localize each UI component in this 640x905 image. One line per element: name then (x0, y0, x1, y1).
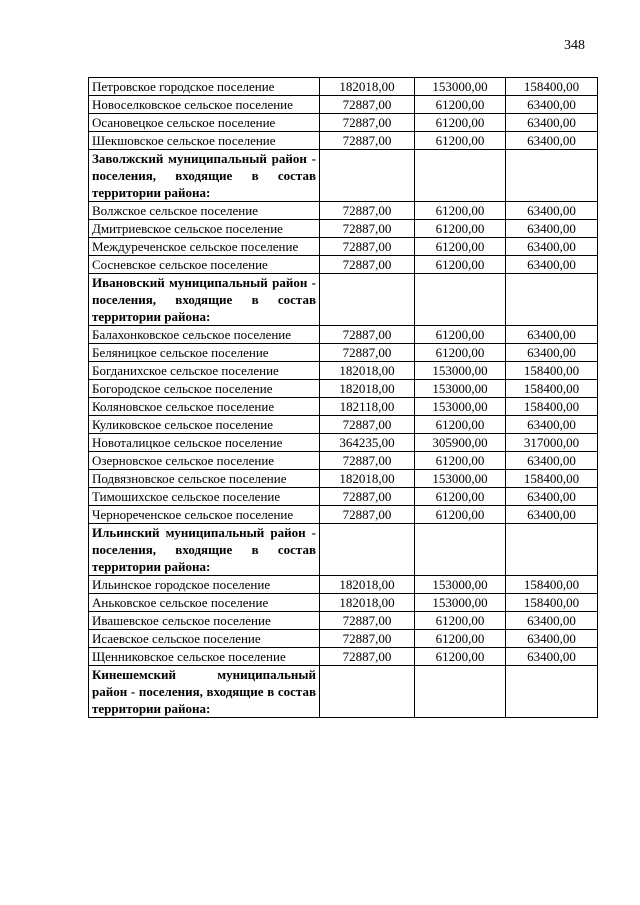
amount-cell-3: 158400,00 (506, 470, 598, 488)
amount-cell-1: 182018,00 (320, 470, 415, 488)
settlement-name-cell: Тимошихское сельское поселение (89, 488, 320, 506)
amount-cell-2: 61200,00 (415, 132, 506, 150)
settlement-name-cell: Балахонковское сельское поселение (89, 326, 320, 344)
amount-cell-1: 72887,00 (320, 256, 415, 274)
settlement-name-cell: Богданихское сельское поселение (89, 362, 320, 380)
amount-cell-3: 63400,00 (506, 96, 598, 114)
settlement-name-cell: Новоселковское сельское поселение (89, 96, 320, 114)
amount-cell-1: 72887,00 (320, 630, 415, 648)
settlement-row (89, 256, 598, 274)
district-name-cell: Ильинский муниципальный район - поселения, входящие в состав территории района: (89, 524, 320, 576)
settlement-name-cell: Аньковское сельское поселение (89, 594, 320, 612)
amount-cell-2: 61200,00 (415, 238, 506, 256)
settlement-row (89, 220, 598, 238)
amount-cell-2: 61200,00 (415, 344, 506, 362)
amount-cell-3: 63400,00 (506, 452, 598, 470)
amount-cell-2: 153000,00 (415, 576, 506, 594)
amount-cell-2 (415, 524, 506, 576)
district-header-row (89, 150, 598, 202)
district-header-row (89, 666, 598, 718)
settlement-row (89, 380, 598, 398)
district-name-cell: Заволжский муниципальный район - поселения, входящие в состав территории района: (89, 150, 320, 202)
amount-cell-2: 61200,00 (415, 648, 506, 666)
amount-cell-1 (320, 150, 415, 202)
settlement-row (89, 96, 598, 114)
amount-cell-3: 63400,00 (506, 326, 598, 344)
amount-cell-3: 317000,00 (506, 434, 598, 452)
budget-table-body (89, 78, 598, 718)
settlement-name-cell: Беляницкое сельское поселение (89, 344, 320, 362)
settlement-row (89, 452, 598, 470)
amount-cell-2: 61200,00 (415, 452, 506, 470)
amount-cell-1 (320, 666, 415, 718)
amount-cell-3 (506, 524, 598, 576)
amount-cell-1: 72887,00 (320, 648, 415, 666)
settlement-name-cell: Шекшовское сельское поселение (89, 132, 320, 150)
budget-table (88, 77, 598, 718)
amount-cell-1: 72887,00 (320, 132, 415, 150)
amount-cell-1: 72887,00 (320, 344, 415, 362)
amount-cell-1: 72887,00 (320, 506, 415, 524)
settlement-name-cell: Дмитриевское сельское поселение (89, 220, 320, 238)
amount-cell-1: 182018,00 (320, 594, 415, 612)
amount-cell-3: 63400,00 (506, 630, 598, 648)
amount-cell-1: 182118,00 (320, 398, 415, 416)
amount-cell-3 (506, 274, 598, 326)
amount-cell-3: 63400,00 (506, 202, 598, 220)
amount-cell-2: 153000,00 (415, 362, 506, 380)
settlement-name-cell: Междуреченское сельское поселение (89, 238, 320, 256)
settlement-row (89, 202, 598, 220)
amount-cell-2: 153000,00 (415, 470, 506, 488)
settlement-name-cell: Ильинское городское поселение (89, 576, 320, 594)
amount-cell-1: 72887,00 (320, 452, 415, 470)
settlement-name-cell: Чернореченское сельское поселение (89, 506, 320, 524)
settlement-name-cell: Новоталицкое сельское поселение (89, 434, 320, 452)
amount-cell-2: 153000,00 (415, 398, 506, 416)
amount-cell-3: 63400,00 (506, 238, 598, 256)
amount-cell-2: 61200,00 (415, 416, 506, 434)
district-name-cell: Ивановский муниципальный район - поселения, входящие в состав территории района: (89, 274, 320, 326)
settlement-row (89, 398, 598, 416)
settlement-name-cell: Куликовское сельское поселение (89, 416, 320, 434)
settlement-row (89, 344, 598, 362)
amount-cell-3: 63400,00 (506, 114, 598, 132)
amount-cell-3: 63400,00 (506, 416, 598, 434)
settlement-row (89, 132, 598, 150)
settlement-name-cell: Сосневское сельское поселение (89, 256, 320, 274)
amount-cell-2: 61200,00 (415, 326, 506, 344)
settlement-row (89, 506, 598, 524)
amount-cell-1: 182018,00 (320, 78, 415, 96)
amount-cell-1: 182018,00 (320, 380, 415, 398)
amount-cell-2: 61200,00 (415, 612, 506, 630)
amount-cell-1: 72887,00 (320, 326, 415, 344)
amount-cell-3: 158400,00 (506, 78, 598, 96)
amount-cell-2: 61200,00 (415, 220, 506, 238)
settlement-name-cell: Волжское сельское поселение (89, 202, 320, 220)
settlement-row (89, 594, 598, 612)
settlement-row (89, 78, 598, 96)
settlement-name-cell: Щенниковское сельское поселение (89, 648, 320, 666)
settlement-name-cell: Осановецкое сельское поселение (89, 114, 320, 132)
amount-cell-1: 72887,00 (320, 96, 415, 114)
settlement-row (89, 612, 598, 630)
amount-cell-2 (415, 150, 506, 202)
amount-cell-2: 305900,00 (415, 434, 506, 452)
amount-cell-2: 61200,00 (415, 114, 506, 132)
amount-cell-3: 63400,00 (506, 256, 598, 274)
amount-cell-1: 72887,00 (320, 220, 415, 238)
settlement-name-cell: Петровское городское поселение (89, 78, 320, 96)
amount-cell-2: 61200,00 (415, 202, 506, 220)
amount-cell-3: 158400,00 (506, 576, 598, 594)
amount-cell-2: 61200,00 (415, 630, 506, 648)
settlement-row (89, 630, 598, 648)
amount-cell-2: 61200,00 (415, 96, 506, 114)
amount-cell-1: 182018,00 (320, 576, 415, 594)
settlement-row (89, 648, 598, 666)
amount-cell-1: 72887,00 (320, 488, 415, 506)
amount-cell-3: 158400,00 (506, 362, 598, 380)
settlement-name-cell: Коляновское сельское поселение (89, 398, 320, 416)
settlement-row (89, 114, 598, 132)
amount-cell-3: 158400,00 (506, 594, 598, 612)
settlement-name-cell: Исаевское сельское поселение (89, 630, 320, 648)
amount-cell-2: 61200,00 (415, 256, 506, 274)
amount-cell-2 (415, 666, 506, 718)
amount-cell-1 (320, 274, 415, 326)
settlement-name-cell: Подвязновское сельское поселение (89, 470, 320, 488)
page-number: 348 (564, 38, 585, 53)
amount-cell-2: 61200,00 (415, 506, 506, 524)
amount-cell-2: 153000,00 (415, 380, 506, 398)
amount-cell-1: 72887,00 (320, 416, 415, 434)
settlement-name-cell: Ивашевское сельское поселение (89, 612, 320, 630)
district-name-cell: Кинешемский муниципальный район - поселения, входящие в состав территории района: (89, 666, 320, 718)
amount-cell-1: 72887,00 (320, 202, 415, 220)
settlement-row (89, 434, 598, 452)
amount-cell-3: 158400,00 (506, 380, 598, 398)
amount-cell-3 (506, 150, 598, 202)
amount-cell-3: 63400,00 (506, 220, 598, 238)
settlement-row (89, 326, 598, 344)
settlement-row (89, 238, 598, 256)
amount-cell-2: 153000,00 (415, 594, 506, 612)
amount-cell-3 (506, 666, 598, 718)
amount-cell-3: 63400,00 (506, 132, 598, 150)
settlement-row (89, 470, 598, 488)
amount-cell-1: 72887,00 (320, 114, 415, 132)
amount-cell-3: 63400,00 (506, 612, 598, 630)
amount-cell-1: 72887,00 (320, 612, 415, 630)
amount-cell-3: 63400,00 (506, 648, 598, 666)
settlement-name-cell: Богородское сельское поселение (89, 380, 320, 398)
amount-cell-2: 153000,00 (415, 78, 506, 96)
district-header-row (89, 524, 598, 576)
amount-cell-2 (415, 274, 506, 326)
settlement-name-cell: Озерновское сельское поселение (89, 452, 320, 470)
amount-cell-3: 63400,00 (506, 488, 598, 506)
amount-cell-3: 63400,00 (506, 506, 598, 524)
settlement-row (89, 416, 598, 434)
amount-cell-1: 72887,00 (320, 238, 415, 256)
amount-cell-3: 158400,00 (506, 398, 598, 416)
settlement-row (89, 488, 598, 506)
settlement-row (89, 576, 598, 594)
amount-cell-1 (320, 524, 415, 576)
amount-cell-1: 182018,00 (320, 362, 415, 380)
amount-cell-3: 63400,00 (506, 344, 598, 362)
amount-cell-2: 61200,00 (415, 488, 506, 506)
settlement-row (89, 362, 598, 380)
district-header-row (89, 274, 598, 326)
amount-cell-1: 364235,00 (320, 434, 415, 452)
